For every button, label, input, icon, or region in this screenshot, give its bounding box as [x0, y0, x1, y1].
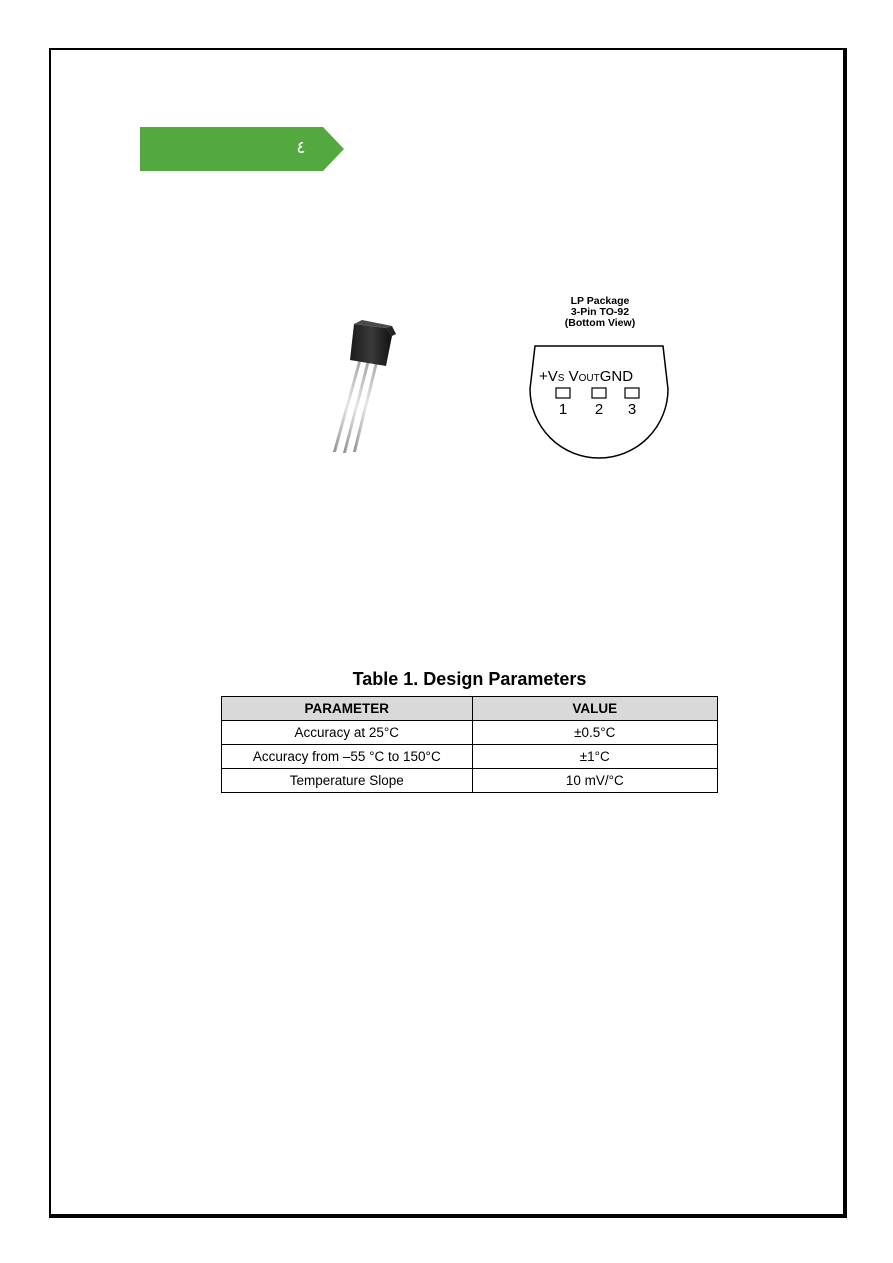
- caption-line-2: 3-Pin TO-92: [570, 306, 630, 318]
- caption-line-1: LP Package: [570, 295, 630, 307]
- value-cell: ±1°C: [472, 745, 717, 769]
- pin-number-3: 3: [627, 401, 637, 418]
- header-parameter: PARAMETER: [222, 697, 473, 721]
- pin-label-gnd: GND: [599, 368, 634, 385]
- design-parameters-table: [221, 696, 718, 793]
- parameter-cell: Accuracy at 25°C: [222, 721, 473, 745]
- table-row: [222, 745, 718, 769]
- header-value: VALUE: [472, 697, 717, 721]
- caption-line-3: (Bottom View): [564, 317, 636, 329]
- section-number: ٤: [296, 138, 306, 157]
- table-title: Table 1. Design Parameters: [352, 669, 587, 689]
- table-header-row: [222, 697, 718, 721]
- table-row: [222, 721, 718, 745]
- pin-label-vs: +VS: [539, 368, 565, 385]
- pin-labels: [539, 368, 633, 388]
- page-border: [49, 48, 847, 1218]
- section-banner: [140, 127, 344, 171]
- value-cell: 10 mV/°C: [472, 769, 717, 793]
- pin-number-2: 2: [594, 401, 604, 418]
- to92-transistor-photo: [326, 318, 396, 456]
- pin-number-1: 1: [558, 401, 568, 418]
- pin-label-vout: VOUT: [568, 368, 600, 385]
- parameter-cell: Temperature Slope: [222, 769, 473, 793]
- value-cell: ±0.5°C: [472, 721, 717, 745]
- table-row: [222, 769, 718, 793]
- pinout-diagram: [525, 296, 675, 464]
- parameter-cell: Accuracy from –55 °C to 150°C: [222, 745, 473, 769]
